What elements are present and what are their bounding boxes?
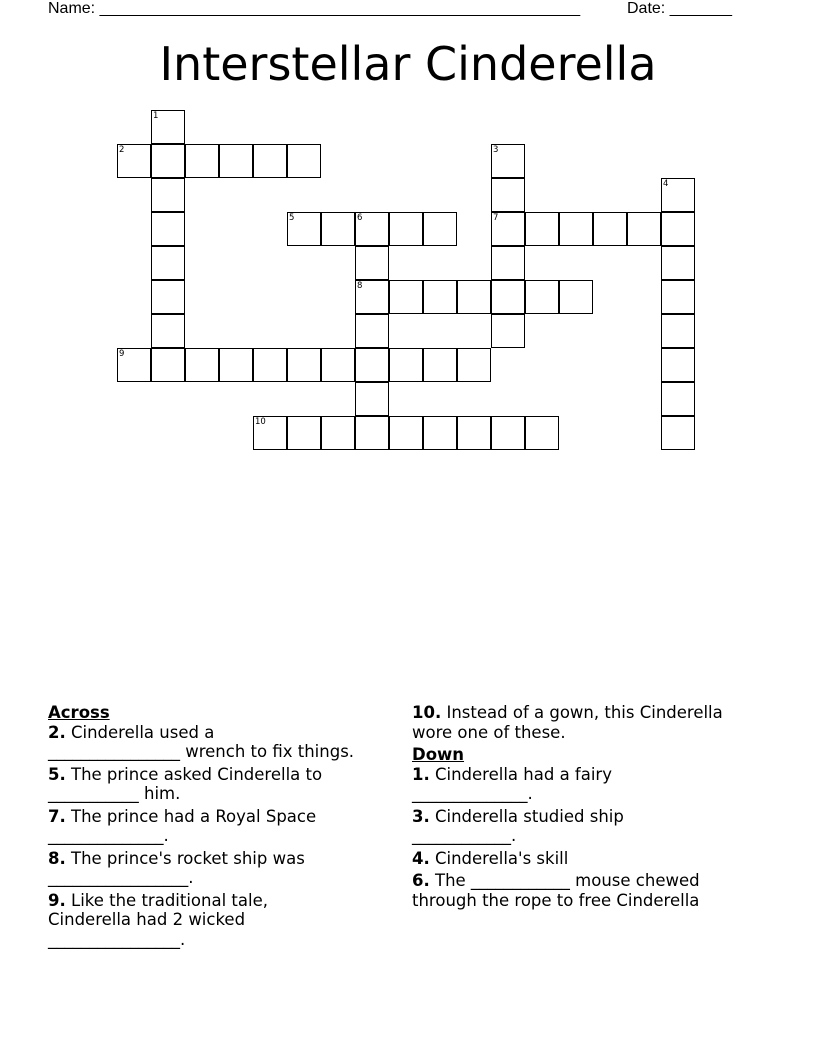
grid-cell[interactable] xyxy=(661,212,695,246)
grid-cell[interactable] xyxy=(525,280,559,314)
grid-cell[interactable] xyxy=(355,348,389,382)
grid-cell[interactable] xyxy=(491,144,525,178)
grid-cell[interactable] xyxy=(491,314,525,348)
grid-cell[interactable] xyxy=(253,348,287,382)
grid-cell[interactable] xyxy=(491,416,525,450)
grid-cell[interactable] xyxy=(151,144,185,178)
clue-item xyxy=(412,871,772,910)
grid-cell[interactable] xyxy=(151,110,185,144)
grid-cell[interactable] xyxy=(389,212,423,246)
grid-cell[interactable] xyxy=(491,178,525,212)
grid-cell[interactable] xyxy=(355,246,389,280)
clue-number: 3 xyxy=(493,145,499,155)
clue-item-text: Cinderella studied ship ____________. xyxy=(412,806,624,845)
clue-number: 1 xyxy=(153,111,159,121)
clues-left-column xyxy=(48,703,398,952)
grid-cell[interactable] xyxy=(661,314,695,348)
grid-cell[interactable] xyxy=(661,382,695,416)
clue-item-number: 6. xyxy=(412,871,430,890)
grid-cell[interactable] xyxy=(593,212,627,246)
grid-cell[interactable] xyxy=(457,280,491,314)
clue-item-text: Cinderella had a fairy ______________. xyxy=(412,764,612,803)
clue-item-number: 4. xyxy=(412,848,430,868)
grid-cell[interactable] xyxy=(491,212,525,246)
down-heading: Down xyxy=(412,745,465,764)
clue-item xyxy=(48,765,398,804)
grid-cell[interactable] xyxy=(185,144,219,178)
clue-number: 7 xyxy=(493,213,499,223)
grid-cell[interactable] xyxy=(661,416,695,450)
grid-cell[interactable] xyxy=(457,416,491,450)
grid-cell[interactable] xyxy=(457,348,491,382)
grid-cell[interactable] xyxy=(525,416,559,450)
clue-item-number: 2. xyxy=(48,722,66,742)
grid-cell[interactable] xyxy=(287,416,321,450)
clue-item-text: The prince's rocket ship was _________________. xyxy=(48,848,305,887)
grid-cell[interactable] xyxy=(219,144,253,178)
grid-cell[interactable] xyxy=(287,212,321,246)
clue-number: 6 xyxy=(357,213,363,223)
grid-cell[interactable] xyxy=(661,246,695,280)
grid-cell[interactable] xyxy=(253,144,287,178)
clue-item xyxy=(48,723,398,762)
clue-item-text: Cinderella's skill xyxy=(429,848,569,868)
clue-item xyxy=(412,703,772,742)
grid-cell[interactable] xyxy=(423,348,457,382)
across-heading: Across xyxy=(48,703,110,722)
clue-item-text: The prince asked Cinderella to ___________ him. xyxy=(48,764,323,803)
grid-cell[interactable] xyxy=(661,348,695,382)
grid-cell[interactable] xyxy=(253,416,287,450)
clue-item xyxy=(412,849,772,869)
grid-cell[interactable] xyxy=(321,348,355,382)
grid-cell[interactable] xyxy=(185,348,219,382)
clues-right-column xyxy=(412,703,772,913)
grid-cell[interactable] xyxy=(151,348,185,382)
clue-item-text: The prince had a Royal Space ______________. xyxy=(48,806,317,845)
grid-cell[interactable] xyxy=(355,212,389,246)
clue-item xyxy=(48,849,398,888)
grid-cell[interactable] xyxy=(661,178,695,212)
clue-item xyxy=(48,891,398,950)
clue-item-number: 7. xyxy=(48,806,66,826)
grid-cell[interactable] xyxy=(559,280,593,314)
clue-item xyxy=(48,807,398,846)
grid-cell[interactable] xyxy=(355,280,389,314)
grid-cell[interactable] xyxy=(525,212,559,246)
grid-cell[interactable] xyxy=(491,280,525,314)
grid-cell[interactable] xyxy=(151,246,185,280)
across-clue-list xyxy=(48,723,398,950)
clue-item-text: The ____________ mouse chewed through the rope to free Cinderella xyxy=(412,871,700,910)
grid-cell[interactable] xyxy=(389,416,423,450)
clue-number: 8 xyxy=(357,281,363,291)
clue-item-text: Instead of a gown, this Cinderella wore one of these. xyxy=(412,703,723,742)
grid-cell[interactable] xyxy=(287,144,321,178)
grid-cell[interactable] xyxy=(355,314,389,348)
grid-cell[interactable] xyxy=(151,280,185,314)
puzzle-title: Interstellar Cinderella xyxy=(159,37,657,91)
clue-item-number: 9. xyxy=(48,890,66,910)
grid-cell[interactable] xyxy=(219,348,253,382)
clue-item-number: 1. xyxy=(412,764,430,784)
clue-item-number: 5. xyxy=(48,764,66,784)
grid-cell[interactable] xyxy=(151,212,185,246)
grid-cell[interactable] xyxy=(423,416,457,450)
grid-cell[interactable] xyxy=(151,178,185,212)
across-clue-list-continued xyxy=(412,703,772,742)
clue-item-text: Cinderella used a ________________ wrench to fix things. xyxy=(48,722,355,761)
clue-number: 10 xyxy=(255,417,266,427)
grid-cell[interactable] xyxy=(389,348,423,382)
clue-item-text: Like the traditional tale, Cinderella had 2 wicked ________________. xyxy=(48,890,268,949)
grid-cell[interactable] xyxy=(117,348,151,382)
clue-item-number: 8. xyxy=(48,848,66,868)
grid-cell[interactable] xyxy=(287,348,321,382)
clue-item-number: 3. xyxy=(412,806,430,826)
clue-number: 5 xyxy=(289,213,295,223)
grid-cell[interactable] xyxy=(355,382,389,416)
clue-item xyxy=(412,807,772,846)
grid-cell[interactable] xyxy=(389,280,423,314)
grid-cell[interactable] xyxy=(627,212,661,246)
date-field: Date: _______ xyxy=(627,0,732,17)
grid-cell[interactable] xyxy=(321,416,355,450)
clue-number: 2 xyxy=(119,145,125,155)
grid-cell[interactable] xyxy=(355,416,389,450)
clue-number: 9 xyxy=(119,349,125,359)
crossword-grid xyxy=(0,0,816,470)
grid-cell[interactable] xyxy=(423,280,457,314)
grid-cell[interactable] xyxy=(423,212,457,246)
grid-cell[interactable] xyxy=(151,314,185,348)
clue-number: 4 xyxy=(663,179,669,189)
grid-cell[interactable] xyxy=(321,212,355,246)
down-clue-list xyxy=(412,765,772,911)
clue-item-number: 10. xyxy=(412,703,442,722)
clue-item xyxy=(412,765,772,804)
grid-cell[interactable] xyxy=(559,212,593,246)
grid-cell[interactable] xyxy=(117,144,151,178)
name-field: Name: ______________________________________________________ xyxy=(48,0,581,17)
grid-cell[interactable] xyxy=(491,246,525,280)
grid-cell[interactable] xyxy=(661,280,695,314)
